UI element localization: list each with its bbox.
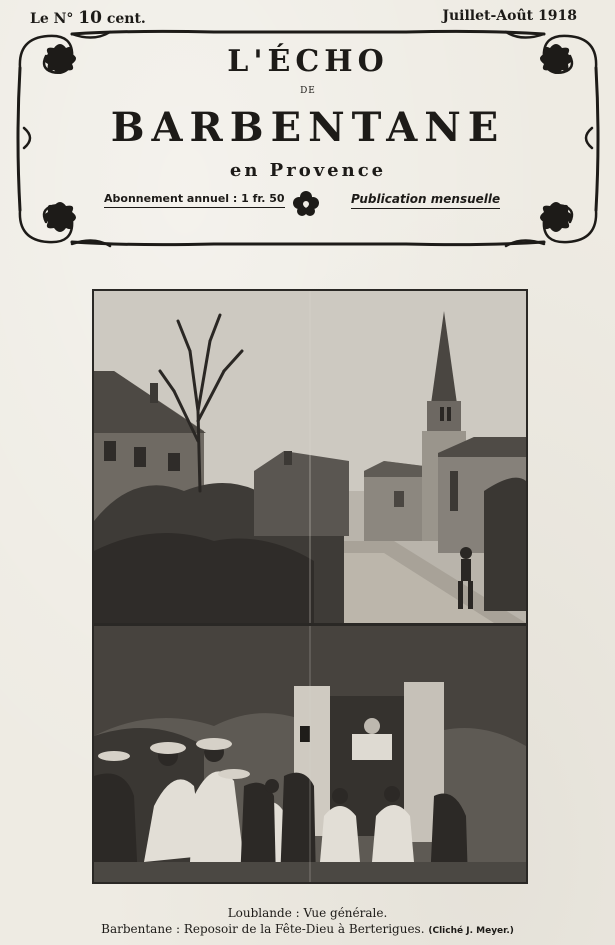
masthead xyxy=(14,28,602,250)
issue-line xyxy=(30,6,577,28)
publication-frequency: Publication mensuelle xyxy=(351,192,500,209)
masthead-title-echo: L'ÉCHO xyxy=(227,44,389,79)
procession-image xyxy=(94,626,526,882)
photo-procession xyxy=(92,624,528,884)
photo-street-view xyxy=(92,289,528,625)
caption-loublande: Loublande : Vue générale. xyxy=(227,906,388,920)
flower-ornament-icon xyxy=(289,186,323,220)
issue-number-value: 10 xyxy=(78,8,102,28)
street-view-image xyxy=(94,291,526,623)
caption-barbentane-text: Barbentane : Reposoir de la Fête-Dieu à Berterigues. xyxy=(101,922,425,936)
issue-date: Juillet-Août 1918 xyxy=(442,8,577,24)
subscription-price: Abonnement annuel : 1 fr. 50 xyxy=(104,192,285,208)
caption-barbentane xyxy=(0,922,615,936)
issue-prefix: Le N° xyxy=(30,11,74,27)
masthead-title-de: DE xyxy=(300,86,316,96)
masthead-title-provence: en Provence xyxy=(229,160,387,181)
masthead-title-barbentane: BARBENTANE xyxy=(110,104,506,151)
issue-price: cent. xyxy=(106,11,146,27)
issue-number xyxy=(30,8,146,28)
photo-credit: (Cliché J. Meyer.) xyxy=(428,926,514,936)
